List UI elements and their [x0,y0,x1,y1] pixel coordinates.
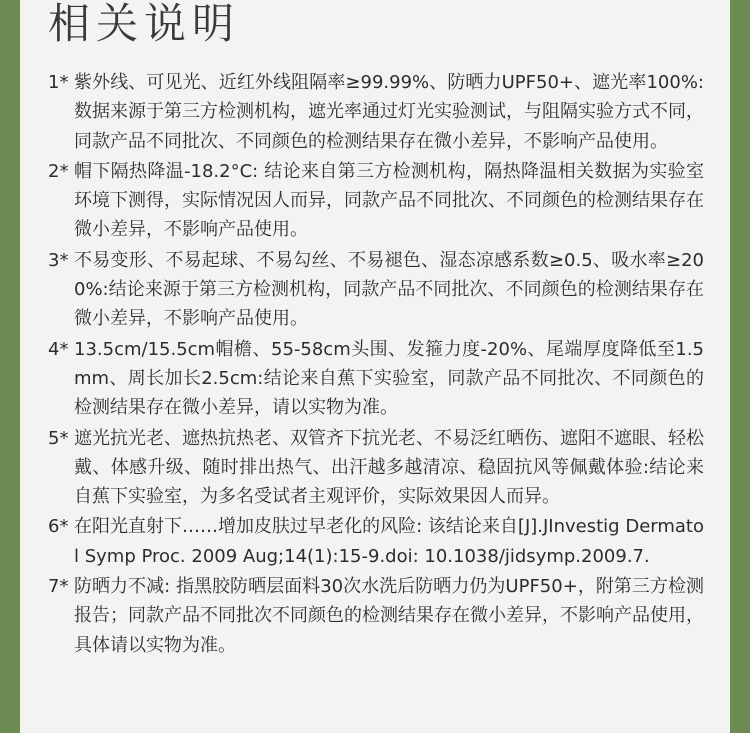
note-item-2 [48,157,704,245]
note-number: 3* [48,249,69,271]
note-number: 1* [48,72,69,93]
note-number: 2* [48,160,69,182]
note-item-7 [48,572,704,660]
note-text: 紫外线、可见光、近红外线阻隔率≥99.99%、防晒力UPF50+、遮光率100%:数据来源于第三方检测机构，遮光率通过灯光实验测试，与阻隔实验方式不同，同款产品不同批次、不同颜色的检测结果存在微小差异，不影响产品使用。 [74,72,704,152]
note-item-5 [48,424,704,512]
note-number: 5* [48,427,69,449]
notes-panel [20,0,730,733]
note-number: 4* [48,338,69,360]
note-number: 7* [48,576,69,598]
note-item-1 [48,68,704,156]
note-number: 6* [48,516,69,538]
note-item-3 [48,246,704,334]
note-item-6 [48,512,704,571]
note-text: 防晒力不减: 指黑胶防晒层面料30次水洗后防晒力仍为UPF50+，附第三方检测报告；同款产品不同批次不同颜色的检测结果存在微小差异，不影响产品使用，具体请以实物为准。 [74,576,704,656]
notes-list [48,68,704,661]
note-text: 在阳光直射下……增加皮肤过早老化的风险: 该结论来自[J].JInvestig Dermatol Symp Proc. 2009 Aug;14(1):15-9.doi: 10.1038/jidsymp.2009.7. [74,516,704,567]
note-text: 不易变形、不易起球、不易勾丝、不易褪色、湿态凉感系数≥0.5、吸水率≥200%:结论来源于第三方检测机构，同款产品不同批次、不同颜色的检测结果存在微小差异，不影响产品使用。 [74,249,704,330]
note-text: 帽下隔热降温-18.2°C: 结论来自第三方检测机构，隔热降温相关数据为实验室环境下测得，实际情况因人而异，同款产品不同批次、不同颜色的检测结果存在微小差异，不影响产品使用。 [74,160,704,241]
note-text: 13.5cm/15.5cm帽檐、55-58cm头围、发箍力度-20%、尾端厚度降低至1.5mm、周长加长2.5cm:结论来自蕉下实验室，同款产品不同批次、不同颜色的检测结果存在微小差异，请以实物为准。 [74,338,704,419]
note-item-4 [48,335,704,423]
page-title: 相关说明 [48,0,241,48]
note-text: 遮光抗光老、遮热抗热老、双管齐下抗光老、不易泛红晒伤、遮阳不遮眼、轻松戴、体感升级、随时排出热气、出汗越多越清凉、稳固抗风等佩戴体验:结论来自蕉下实验室，为多名受试者主观评价，实际效果因人而异。 [74,427,704,508]
